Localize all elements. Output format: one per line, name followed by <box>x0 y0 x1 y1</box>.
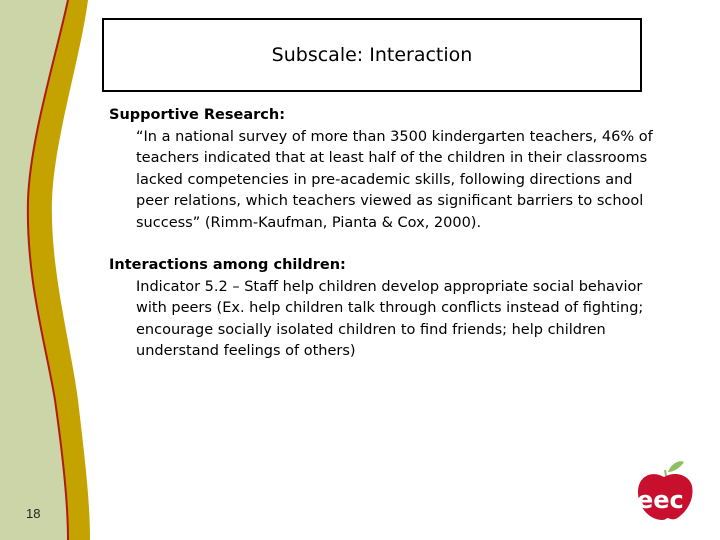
section-heading: Interactions among children: <box>109 257 346 273</box>
title-box <box>102 18 642 92</box>
slide-content <box>109 105 669 363</box>
logo-text: eec <box>637 486 684 514</box>
section-heading: Supportive Research: <box>109 107 285 123</box>
left-decorative-band <box>0 0 110 540</box>
eec-apple-logo <box>632 460 698 526</box>
page-number: 18 <box>26 506 41 521</box>
section-text: Indicator 5.2 – Staff help children develop appropriate social behavior with peers (Ex. help children talk through conflicts instead of fighting; encourage socially isolated children to find friends; help children understand feelings of others) <box>136 278 644 359</box>
slide-title: Subscale: Interaction <box>271 44 473 66</box>
section-text: “In a national survey of more than 3500 kindergarten teachers, 46% of teachers indicated that at least half of the children in their classrooms lacked competencies in pre-academic skills, following directions and peer relations, which teachers viewed as significant barriers to school success” (Rimm-Kaufman, Pianta & Cox, 2000). <box>136 128 653 231</box>
